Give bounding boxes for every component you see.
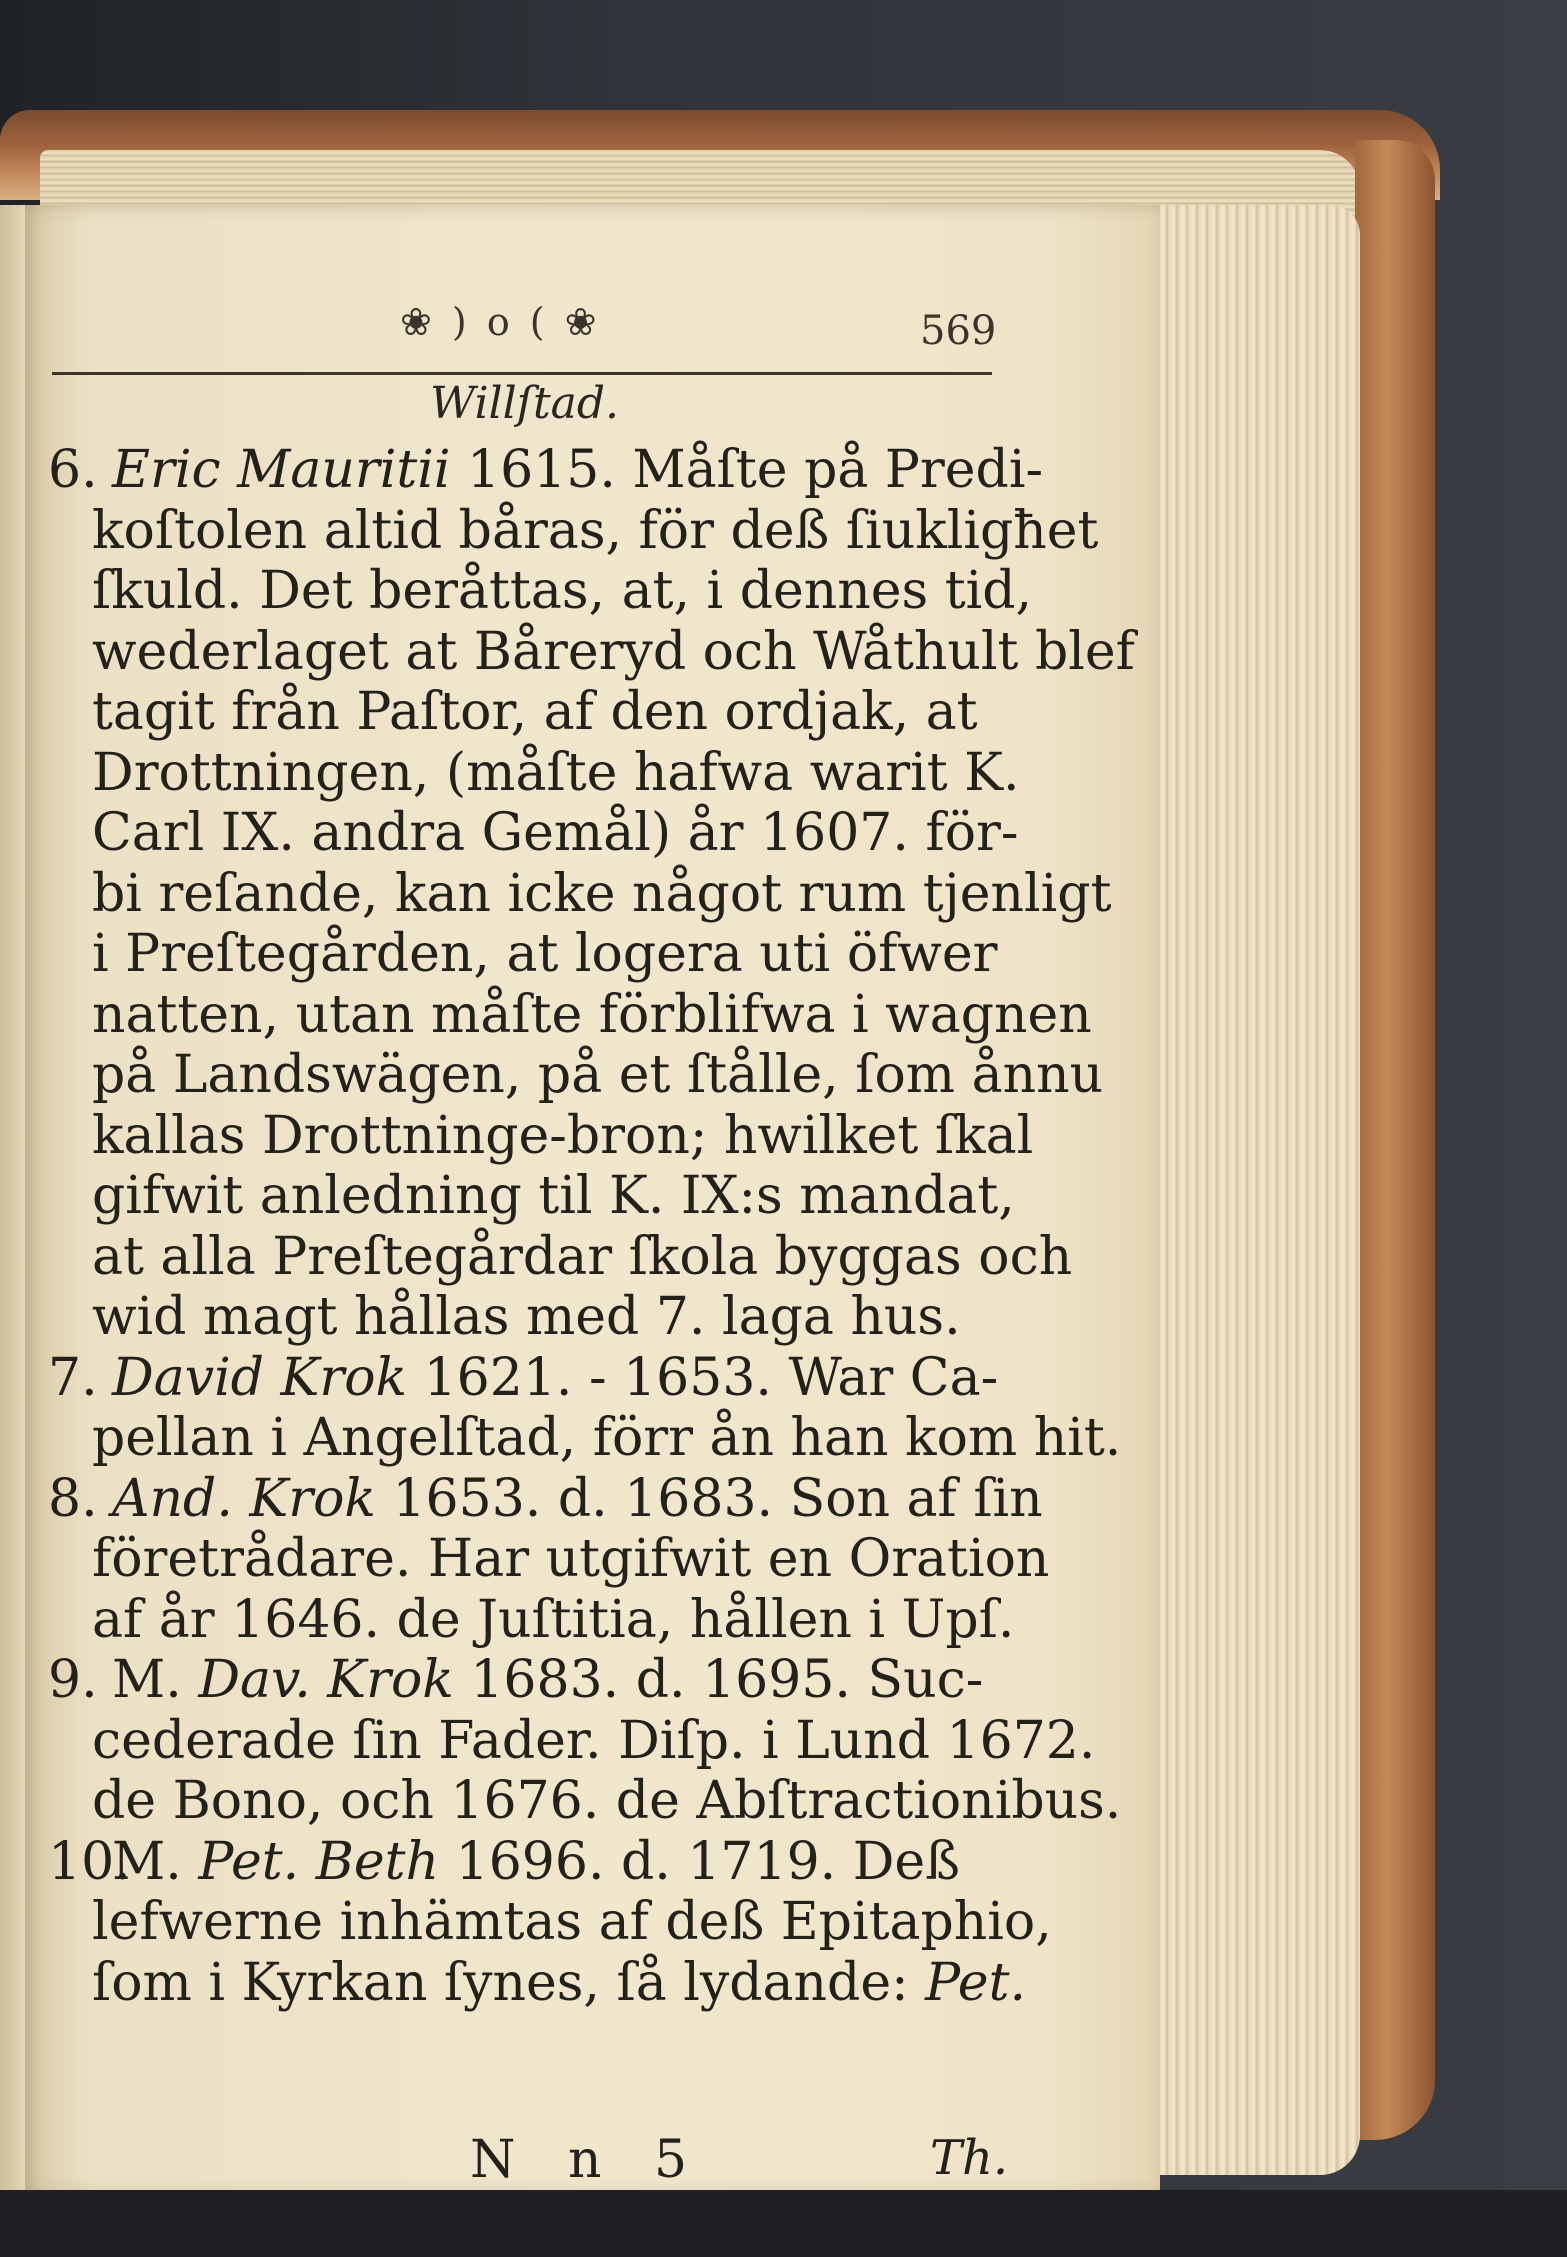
text-line bbox=[92, 743, 1020, 803]
text-line bbox=[92, 803, 1018, 863]
text-segment: M. bbox=[112, 1831, 199, 1892]
section-title: Willſtad. bbox=[430, 378, 620, 429]
text-line bbox=[92, 682, 978, 742]
text-segment: wederlaget at Båreryd och Wåthult blef bbox=[92, 621, 1135, 682]
italic-name: Pet. Beth bbox=[198, 1831, 440, 1892]
text-line bbox=[92, 924, 998, 984]
text-line bbox=[92, 1408, 1121, 1468]
text-segment: af år 1646. de Juſtitia, hållen i Upſ. bbox=[92, 1589, 1015, 1650]
text-segment: 1653. d. 1683. Son af ſin bbox=[375, 1468, 1043, 1529]
entry-number: 7. bbox=[48, 1347, 98, 1408]
text-line bbox=[112, 1348, 998, 1408]
page-number: 569 bbox=[920, 308, 997, 354]
text-line bbox=[92, 864, 1111, 924]
text-line bbox=[92, 1771, 1121, 1831]
text-segment: ſkuld. Det beråttas, at, i dennes tid, bbox=[92, 561, 1033, 621]
text-line bbox=[92, 561, 1032, 621]
text-line bbox=[92, 1106, 1033, 1166]
text-segment: 1696. d. 1719. Deß bbox=[439, 1831, 960, 1892]
text-line bbox=[92, 1953, 1026, 2013]
text-segment: 1683. d. 1695. Suc- bbox=[453, 1650, 984, 1710]
entry-number: 6. bbox=[48, 440, 98, 500]
entry-number: 8. bbox=[48, 1468, 98, 1529]
text-segment: i Preſtegården, at logera uti öfwer bbox=[92, 924, 998, 984]
catchword: Th. bbox=[930, 2130, 1009, 2186]
text-line bbox=[92, 985, 1092, 1045]
text-segment: 1615. Måſte på Predi- bbox=[450, 440, 1044, 500]
text-line bbox=[92, 1711, 1095, 1771]
text-segment: M. bbox=[112, 1650, 199, 1710]
text-segment: gifwit anledning til K. IX:s mandat, bbox=[92, 1166, 1015, 1226]
text-segment: bi reſande, kan icke något rum tjenligt bbox=[92, 863, 1112, 924]
text-segment: Carl IX. andra Gemål) år 1607. för- bbox=[92, 803, 1019, 863]
text-segment: företrådare. Har utgifwit en Oration bbox=[92, 1529, 1050, 1589]
text-line bbox=[92, 1045, 1103, 1105]
text-line bbox=[92, 1287, 961, 1347]
text-line bbox=[92, 1227, 1072, 1287]
text-line bbox=[92, 622, 1135, 682]
text-line bbox=[92, 1166, 1015, 1226]
entry-number: 10. bbox=[48, 1831, 131, 1892]
italic-name: Eric Mauritii bbox=[112, 440, 451, 500]
text-line bbox=[112, 440, 1043, 500]
text-segment: wid magt hållas med 7. laga hus. bbox=[92, 1287, 961, 1347]
italic-name: David Krok bbox=[112, 1347, 408, 1408]
text-segment: pellan i Angelſtad, förr ån han kom hit. bbox=[92, 1408, 1122, 1468]
italic-name: Pet. bbox=[925, 1952, 1027, 2013]
text-segment: på Landswägen, på et ſtålle, ſom ånnu bbox=[92, 1045, 1104, 1105]
entry-number: 9. bbox=[48, 1650, 98, 1710]
italic-name: And. Krok bbox=[112, 1468, 376, 1529]
text-segment: at alla Preſtegårdar ſkola byggas och bbox=[92, 1226, 1073, 1287]
text-segment: tagit från Paſtor, af den ordjak, at bbox=[92, 682, 978, 742]
text-line bbox=[112, 1832, 960, 1892]
text-segment: 1621. - 1653. War Ca- bbox=[407, 1347, 999, 1408]
italic-name: Dav. Krok bbox=[198, 1650, 454, 1710]
signature-mark: N n 5 bbox=[470, 2130, 706, 2190]
text-segment: lefwerne inhämtas af deß Epitaphio, bbox=[92, 1892, 1052, 1952]
text-segment: kallas Drottninge-bron; hwilket ſkal bbox=[92, 1105, 1034, 1166]
header-rule bbox=[52, 372, 992, 375]
text-line bbox=[92, 1590, 1014, 1650]
running-head-ornament: ❀ ) o ( ❀ bbox=[400, 300, 601, 344]
text-segment: cederade ſin Fader. Diſp. i Lund 1672. bbox=[92, 1710, 1096, 1771]
bottom-shadow bbox=[0, 2190, 1567, 2257]
book-cover-edge bbox=[1355, 140, 1435, 2140]
text-segment: ſom i Kyrkan ſynes, ſå lydande: bbox=[92, 1952, 926, 2013]
text-segment: natten, utan måſte förblifwa i wagnen bbox=[92, 984, 1092, 1045]
text-segment: koſtolen altid båras, för deß ſiukligħet bbox=[92, 500, 1099, 561]
text-segment: de Bono, och 1676. de Abſtractionibus. bbox=[92, 1771, 1122, 1831]
text-segment: Drottningen, (måſte hafwa warit K. bbox=[92, 742, 1020, 803]
text-line bbox=[112, 1469, 1043, 1529]
text-line bbox=[92, 1892, 1052, 1952]
text-line bbox=[92, 501, 1098, 561]
page-edges bbox=[1150, 205, 1360, 2175]
text-line bbox=[112, 1650, 983, 1710]
text-line bbox=[92, 1529, 1049, 1589]
